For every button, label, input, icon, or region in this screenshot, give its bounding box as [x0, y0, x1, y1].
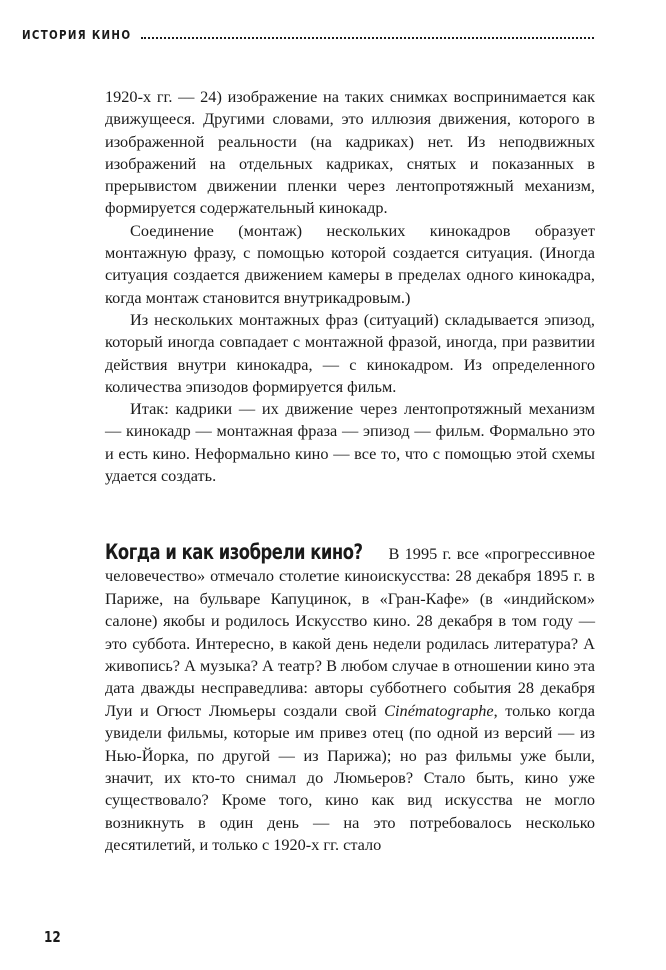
running-head-title: ИСТОРИЯ КИНО — [22, 27, 132, 42]
section-paragraph — [105, 541, 595, 857]
paragraph: Соединение (монтаж) нескольких кинокадров образует монтажную фразу, с помощью которой создается ситуация. (Иногда ситуация создается движением камеры в пределах одного кинокадра, когда монтаж становится внутрикадровым.) — [105, 220, 595, 307]
running-head-leader-dots — [141, 37, 594, 39]
italic-term: Cinématographe — [384, 700, 494, 720]
paragraph: Итак: кадрики — их движение через лентопротяжный механизм — кинокадр — монтажная фраза — эпизод — фильм. Формально это и есть кино. Неформально кино — все то, что с помощью этой схемы удается создать. — [105, 399, 595, 486]
paragraph: Из нескольких монтажных фраз (ситуаций) складывается эпизод, который иногда совпадает с монтажной фразой, иногда, при развитии действия внутри кинокадра, — с кинокадром. Из определенного количества эпизодов формируется фильм. — [105, 309, 595, 396]
body-text — [105, 86, 595, 487]
paragraph: 1920-х гг. — 24) изображение на таких снимках воспринимается как движущееся. Другими словами, это иллюзия движения, которого в изображенной реальности (на кадриках) нет. Из неподвижных изображений на отдельных кадриках, снятых и показанных в прерывистом движении пленки через лентопротяжный механизм, формируется содержательный кинокадр. — [105, 87, 595, 218]
section-invention — [105, 541, 595, 857]
section-heading: Когда и как изобрели кино? — [105, 540, 363, 564]
section-text-start: В 1995 г. все «прогрессивное человечество» отмечало столетие киноискусства: 28 декабря 1895 г. в Париже, на бульваре Капуцинок, в «Гран-Кафе» (в «индийском» салоне) якобы и родилось Искусство кино. 28 декабря в том году — это суббота. Интересно, в какой день недели родилась литература? А живопись? А музыка? А театр? В любом случае в отношении кино эта дата дважды несправедлива: авторы субботнего события 28 декабря Луи и Огюст Люмьеры создали свой — [105, 544, 595, 720]
section-text-end: , только когда увидели фильмы, которые им привез отец (по одной из версий — из Нью-Йорка, по другой — из Парижа); но раз фильмы уже были, значит, их кто-то снимал до Люмьеров? Стало быть, кино уже существовало? Кроме того, кино как вид искусства не могло возникнуть в один день — на это потребовалось несколько десятилетий, и только с 1920-х гг. стало — [105, 700, 595, 855]
page-number: 12 — [44, 928, 61, 946]
running-head — [22, 22, 594, 42]
